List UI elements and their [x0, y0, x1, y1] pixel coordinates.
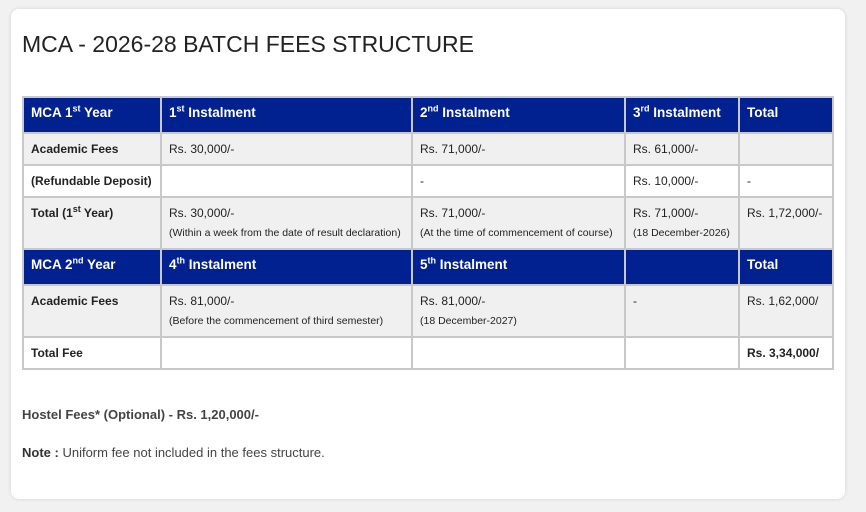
- cell: Rs. 30,000/-: [161, 133, 412, 165]
- row-label: Academic Fees: [23, 133, 161, 165]
- table-row: [23, 133, 833, 165]
- row-label: Total Fee: [23, 337, 161, 369]
- header-instalment-2: 2nd Instalment: [412, 97, 625, 133]
- fees-table: [22, 96, 834, 370]
- cell: -: [739, 165, 833, 197]
- cell: Rs. 1,72,000/-: [739, 197, 833, 249]
- cell: Rs. 1,62,000/: [739, 285, 833, 337]
- table-row: [23, 165, 833, 197]
- fees-card: [11, 9, 845, 499]
- header-total: Total: [739, 97, 833, 133]
- note: Note : Uniform fee not included in the fees structure.: [22, 445, 325, 460]
- header-total: Total: [739, 249, 833, 285]
- table-row-total-fee: [23, 337, 833, 369]
- table-row-total-1st-year: [23, 197, 833, 249]
- header-instalment-1: 1st Instalment: [161, 97, 412, 133]
- table-header-row-2: [23, 249, 833, 285]
- cell: Rs. 3,34,000/: [739, 337, 833, 369]
- cell: Rs. 71,000/- (At the time of commencement of course): [412, 197, 625, 249]
- cell: Rs. 81,000/- (18 December-2027): [412, 285, 625, 337]
- hostel-fees: Hostel Fees* (Optional) - Rs. 1,20,000/-: [22, 407, 259, 422]
- page-title: MCA - 2026-28 BATCH FEES STRUCTURE: [22, 31, 475, 57]
- header-empty: [625, 249, 739, 285]
- cell: Rs. 10,000/-: [625, 165, 739, 197]
- header-instalment-4: 4th Instalment: [161, 249, 412, 285]
- cell: Rs. 71,000/- (18 December-2026): [625, 197, 739, 249]
- cell: [739, 133, 833, 165]
- row-label: Academic Fees: [23, 285, 161, 337]
- header-instalment-3: 3rd Instalment: [625, 97, 739, 133]
- cell: [161, 165, 412, 197]
- table-header-row: [23, 97, 833, 133]
- cell: Rs. 71,000/-: [412, 133, 625, 165]
- row-label: Total (1st Year): [23, 197, 161, 249]
- cell: -: [625, 285, 739, 337]
- cell: Rs. 81,000/- (Before the commencement of third semester): [161, 285, 412, 337]
- header-year-1: MCA 1st Year: [23, 97, 161, 133]
- cell: Rs. 61,000/-: [625, 133, 739, 165]
- cell: Rs. 30,000/- (Within a week from the date of result declaration): [161, 197, 412, 249]
- table-row: [23, 285, 833, 337]
- cell: [412, 337, 625, 369]
- cell: -: [412, 165, 625, 197]
- header-instalment-5: 5th Instalment: [412, 249, 625, 285]
- cell: [161, 337, 412, 369]
- cell: [625, 337, 739, 369]
- header-year-2: MCA 2nd Year: [23, 249, 161, 285]
- row-label: (Refundable Deposit): [23, 165, 161, 197]
